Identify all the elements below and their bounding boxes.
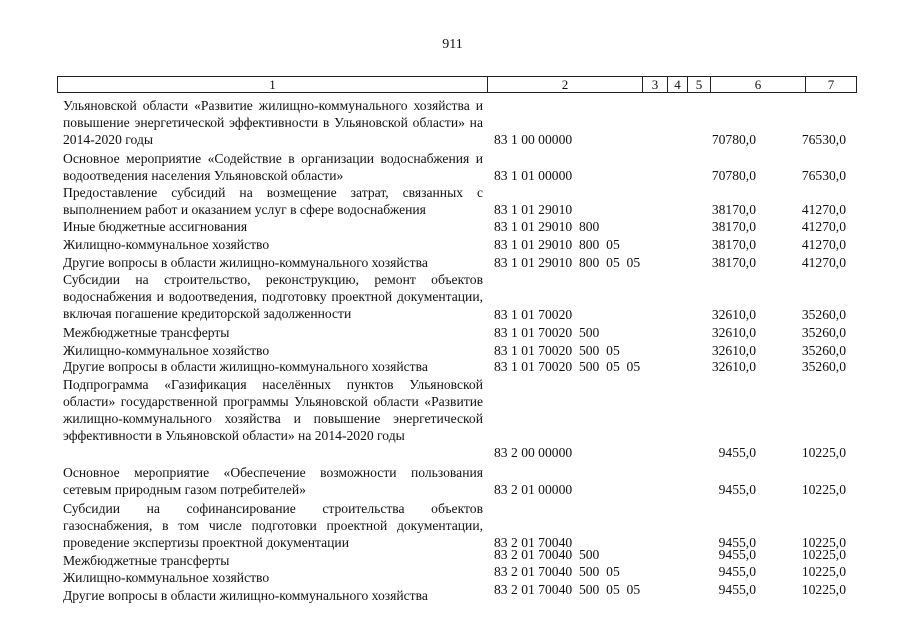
row-value-col6: 38170,0 bbox=[711, 237, 756, 252]
row-value-col6: 38170,0 bbox=[711, 219, 756, 234]
row-name: Подпрограмма «Газификация населённых пунктов Ульяновской области» государственной программы Ульяновской области «Развитие жилищно-коммунального хозяйства и повышение энергетической эффективности в Ульяновской области» на 2014-2020 годы bbox=[63, 377, 483, 443]
row-value-col7: 76530,0 bbox=[801, 132, 846, 147]
row-value-col6: 32610,0 bbox=[711, 343, 756, 358]
row-value-col6: 70780,0 bbox=[711, 168, 756, 183]
row-code: 83 2 01 70040 bbox=[494, 535, 573, 550]
row-value-col6: 38170,0 bbox=[711, 202, 756, 217]
column-header-7: 7 bbox=[827, 77, 835, 92]
row-value-col7: 41270,0 bbox=[801, 202, 846, 217]
row-value-col7: 76530,0 bbox=[801, 168, 846, 183]
row-code: 83 2 01 00000 bbox=[494, 482, 573, 497]
row-value-col6: 9455,0 bbox=[718, 445, 756, 460]
row-name: Иные бюджетные ассигнования bbox=[63, 219, 248, 234]
row-value-col7: 10225,0 bbox=[801, 535, 846, 550]
row-name: Основное мероприятие «Обеспечение возможности пользования сетевым природным газом потребителей» bbox=[63, 465, 483, 497]
row-name: Другие вопросы в области жилищно-коммунального хозяйства bbox=[63, 359, 428, 374]
row-name: Основное мероприятие «Содействие в организации водоснабжения и водоотведения населения Ульяновской области» bbox=[63, 151, 483, 183]
column-header-6: 6 bbox=[711, 77, 806, 92]
row-value-col6: 32610,0 bbox=[711, 307, 756, 322]
row-code: 83 1 01 70020 500 05 05 bbox=[494, 359, 641, 374]
row-value-col7: 10225,0 bbox=[801, 482, 846, 497]
row-name: Ульяновской области «Развитие жилищно-коммунального хозяйства и повышение энергетической эффективности в Ульяновской области» на 2014-2020 годы bbox=[63, 98, 483, 147]
row-code: 83 1 01 29010 800 05 bbox=[494, 237, 620, 252]
row-code: 83 1 01 29010 bbox=[494, 202, 573, 217]
row-value-col6: 32610,0 bbox=[711, 325, 756, 340]
column-header-row bbox=[57, 76, 857, 93]
column-header-1: 1 bbox=[58, 77, 488, 92]
row-value-col7: 35260,0 bbox=[801, 343, 846, 358]
row-code: 83 1 01 29010 800 bbox=[494, 219, 600, 234]
row-name: Жилищно-коммунальное хозяйство bbox=[63, 237, 270, 252]
row-value-col7: 35260,0 bbox=[801, 325, 846, 340]
row-value-col6: 38170,0 bbox=[711, 255, 756, 270]
row-value-col6: 9455,0 bbox=[718, 547, 756, 562]
row-code: 83 2 01 70040 500 05 05 bbox=[494, 582, 641, 597]
row-code: 83 1 01 29010 800 05 05 bbox=[494, 255, 641, 270]
column-header-3: 3 bbox=[643, 77, 668, 92]
row-value-col7: 41270,0 bbox=[801, 255, 846, 270]
row-code: 83 1 01 00000 bbox=[494, 168, 573, 183]
row-code: 83 2 00 00000 bbox=[494, 445, 573, 460]
row-value-col7: 41270,0 bbox=[801, 237, 846, 252]
row-code: 83 1 01 70020 500 05 bbox=[494, 343, 620, 358]
row-name: Жилищно-коммунальное хозяйство bbox=[63, 570, 270, 585]
row-value-col7: 10225,0 bbox=[801, 547, 846, 562]
row-name: Субсидии на строительство, реконструкцию, ремонт объектов водоснабжения и водоотведения, подготовку проектной документации, включая погашение кредиторской задолженности bbox=[63, 272, 483, 321]
column-header-2: 2 bbox=[488, 77, 643, 92]
row-value-col7: 41270,0 bbox=[801, 219, 846, 234]
row-name: Межбюджетные трансферты bbox=[63, 325, 230, 340]
row-value-col7: 10225,0 bbox=[801, 445, 846, 460]
row-value-col6: 70780,0 bbox=[711, 132, 756, 147]
row-code: 83 2 01 70040 500 bbox=[494, 547, 600, 562]
row-value-col7: 35260,0 bbox=[801, 359, 846, 374]
row-name: Жилищно-коммунальное хозяйство bbox=[63, 343, 270, 358]
row-code: 83 1 00 00000 bbox=[494, 132, 573, 147]
row-value-col6: 9455,0 bbox=[718, 482, 756, 497]
column-header-4: 4 bbox=[668, 77, 688, 92]
row-value-col7: 35260,0 bbox=[801, 307, 846, 322]
row-value-col6: 9455,0 bbox=[718, 582, 756, 597]
column-header-5: 5 bbox=[688, 77, 711, 92]
row-name: Межбюджетные трансферты bbox=[63, 553, 230, 568]
row-code: 83 1 01 70020 500 bbox=[494, 325, 600, 340]
row-value-col6: 32610,0 bbox=[711, 359, 756, 374]
row-value-col6: 9455,0 bbox=[718, 564, 756, 579]
row-value-col6: 9455,0 bbox=[718, 535, 756, 550]
row-name: Субсидии на софинансирование строительства объектов газоснабжения, в том числе подготовки проектной документации, проведение экспертизы проектной документации bbox=[63, 501, 483, 550]
row-name: Другие вопросы в области жилищно-коммунального хозяйства bbox=[63, 588, 428, 603]
row-code: 83 2 01 70040 500 05 bbox=[494, 564, 620, 579]
row-name: Предоставление субсидий на возмещение затрат, связанных с выполнением работ и оказанием услуг в сфере водоснабжения bbox=[63, 185, 483, 217]
row-value-col7: 10225,0 bbox=[801, 582, 846, 597]
row-value-col7: 10225,0 bbox=[801, 564, 846, 579]
page-number: 911 bbox=[442, 37, 463, 52]
row-name: Другие вопросы в области жилищно-коммунального хозяйства bbox=[63, 255, 428, 270]
row-code: 83 1 01 70020 bbox=[494, 307, 573, 322]
